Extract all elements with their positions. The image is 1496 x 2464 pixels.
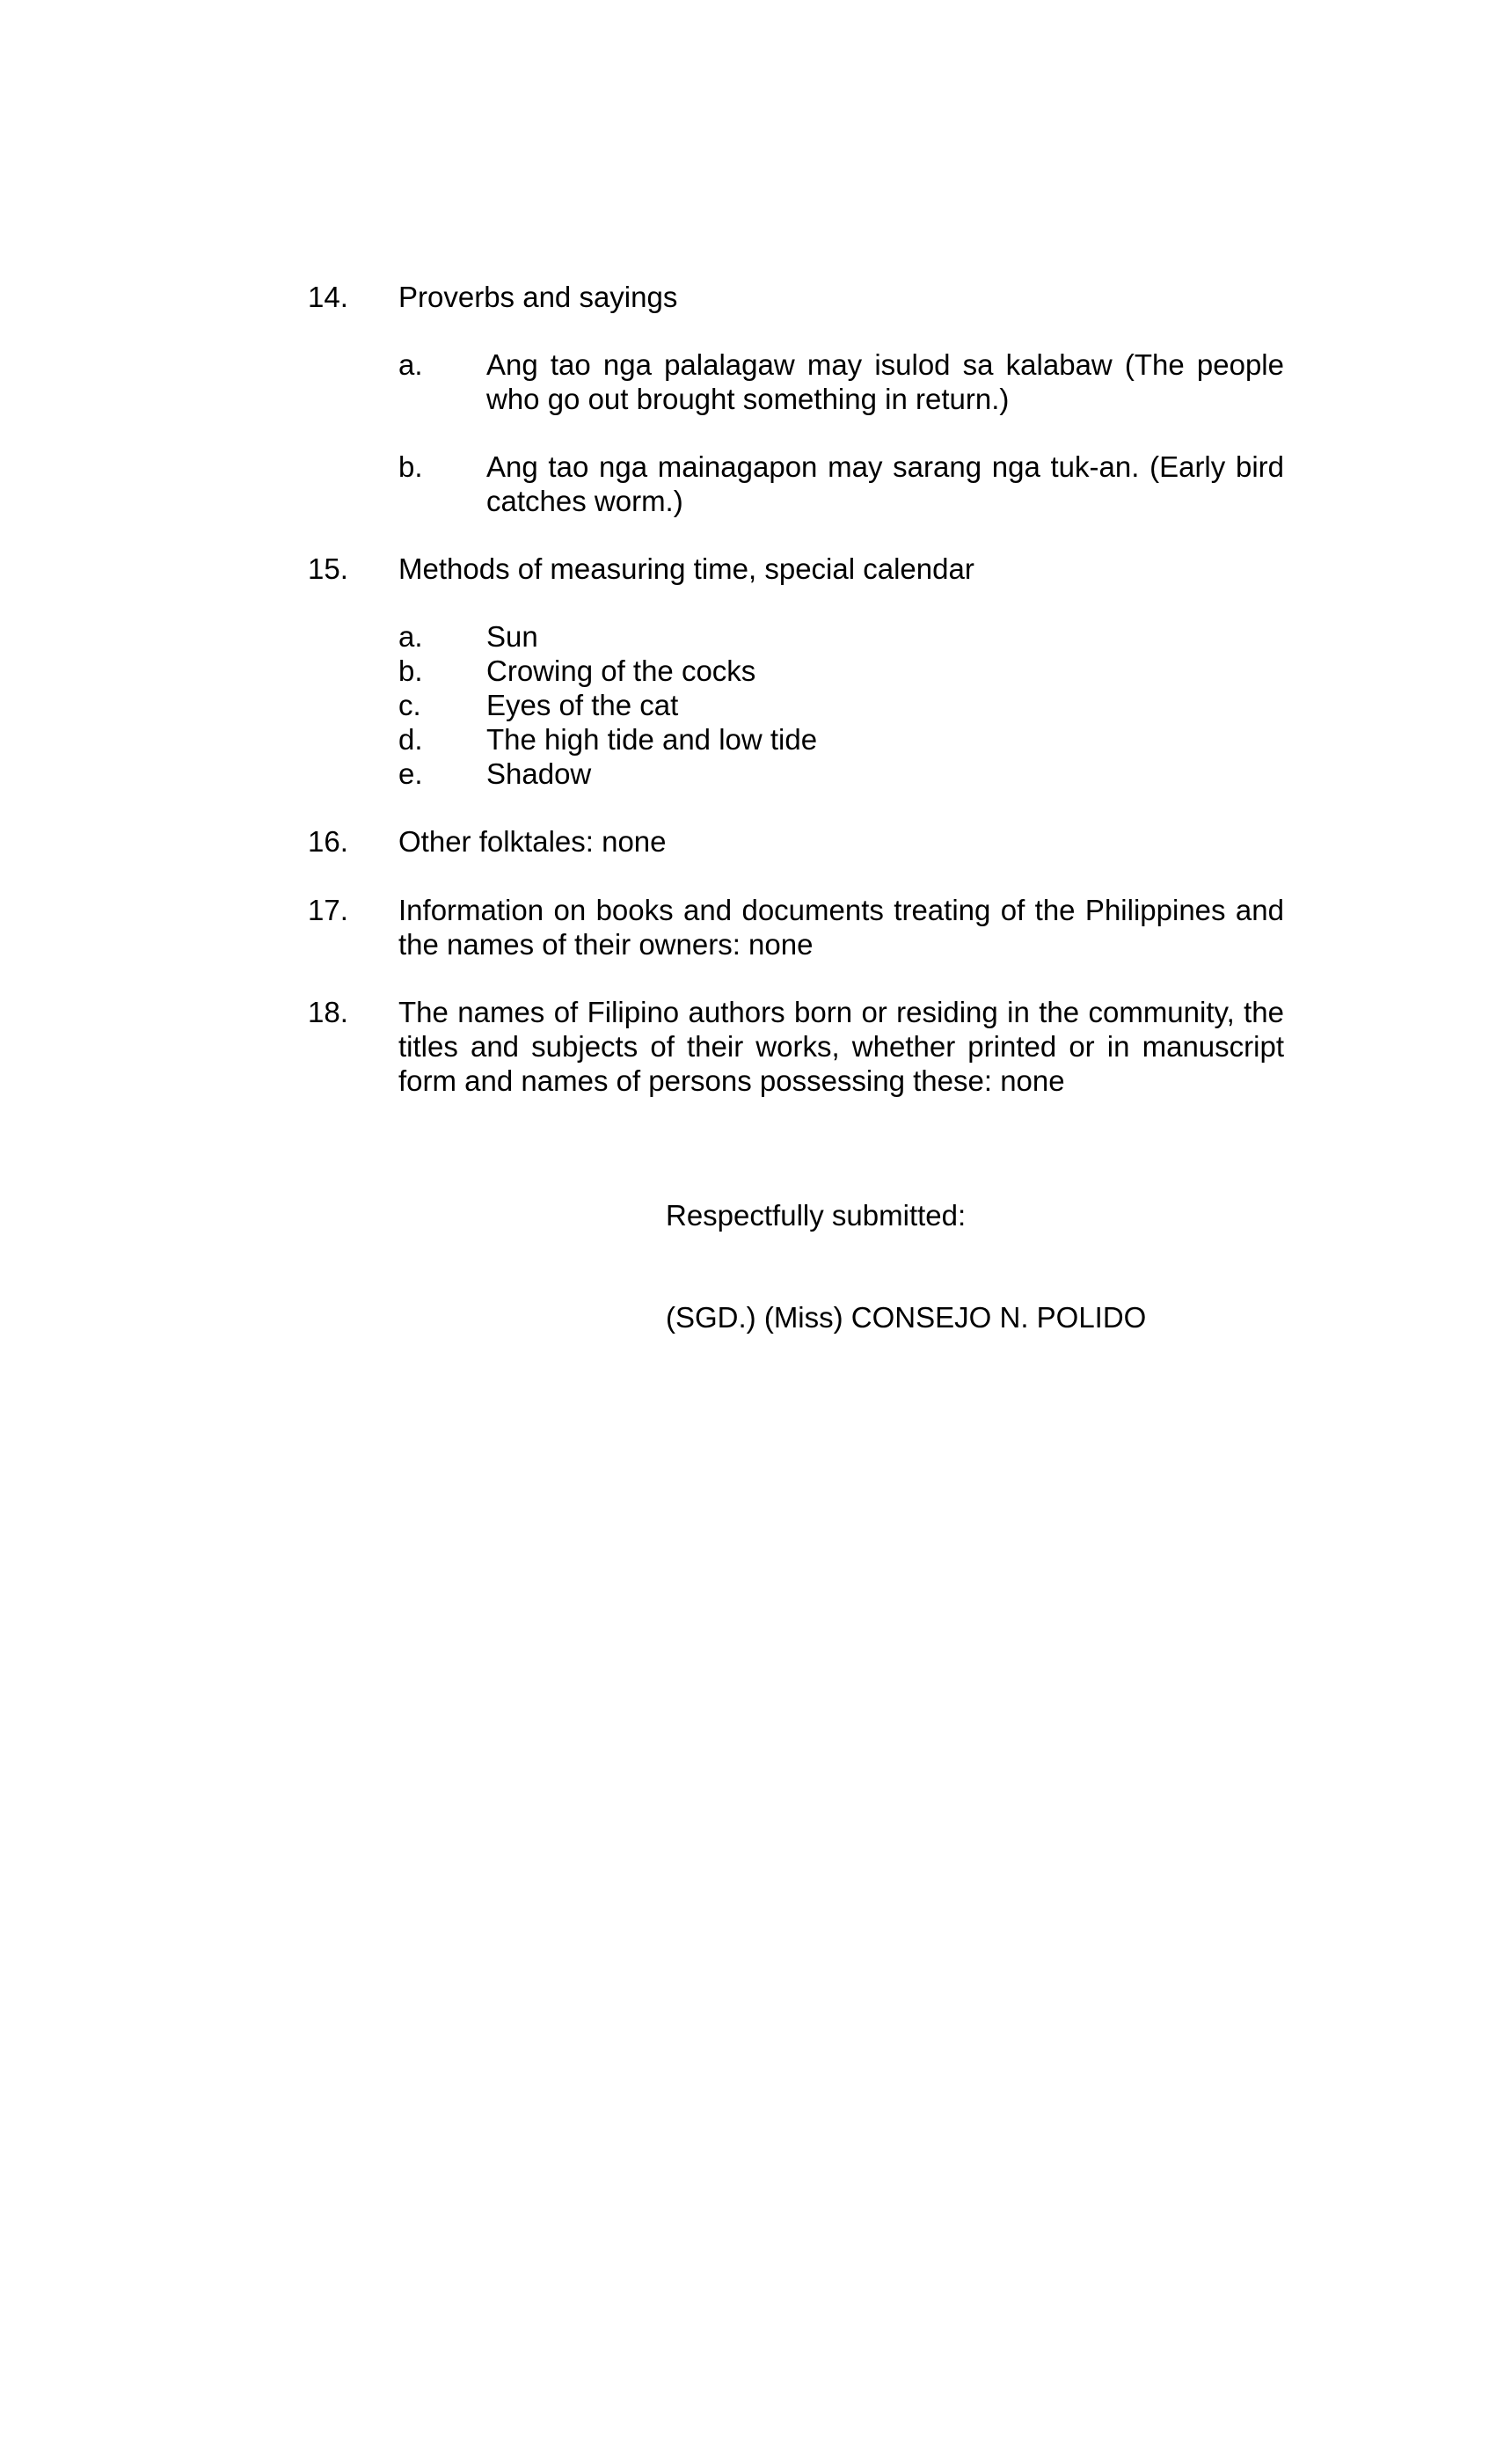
sub-item-text: Ang tao nga palalagaw may isulod sa kalabaw (The people who go out brought something in return.) bbox=[486, 348, 1284, 415]
item-title: Other folktales: none bbox=[398, 825, 667, 858]
sub-item-text: Eyes of the cat bbox=[486, 689, 679, 721]
sub-item-text: Shadow bbox=[486, 757, 592, 790]
item-number: 15. bbox=[308, 552, 348, 585]
sub-item-letter: d. bbox=[398, 723, 423, 756]
item-title: Methods of measuring time, special calendar bbox=[398, 552, 974, 585]
sub-item-letter: b. bbox=[398, 654, 423, 687]
sub-item-letter: b. bbox=[398, 450, 423, 483]
sub-item-text: Ang tao nga mainagapon may sarang nga tuk-an. (Early bird catches worm.) bbox=[486, 450, 1284, 517]
item-title: Information on books and documents treating of the Philippines and the names of their owners: none bbox=[398, 894, 1284, 961]
item-number: 18. bbox=[308, 996, 348, 1028]
item-title: The names of Filipino authors born or residing in the community, the titles and subjects of their works, whether printed or in manuscript form and names of persons possessing these: none bbox=[398, 996, 1284, 1097]
item-number: 16. bbox=[308, 825, 348, 858]
closing-salutation: Respectfully submitted: bbox=[666, 1199, 967, 1232]
sub-item-letter: e. bbox=[398, 757, 423, 790]
sub-item-letter: a. bbox=[398, 620, 423, 653]
sub-item-text: Sun bbox=[486, 620, 538, 653]
item-number: 14. bbox=[308, 281, 348, 313]
sub-item-text: The high tide and low tide bbox=[486, 723, 818, 756]
item-title: Proverbs and sayings bbox=[398, 281, 678, 313]
signatory-name: (SGD.) (Miss) CONSEJO N. POLIDO bbox=[666, 1301, 1147, 1334]
item-number: 17. bbox=[308, 894, 348, 926]
sub-item-letter: a. bbox=[398, 348, 423, 381]
sub-item-letter: c. bbox=[398, 689, 421, 721]
sub-item-text: Crowing of the cocks bbox=[486, 654, 756, 687]
